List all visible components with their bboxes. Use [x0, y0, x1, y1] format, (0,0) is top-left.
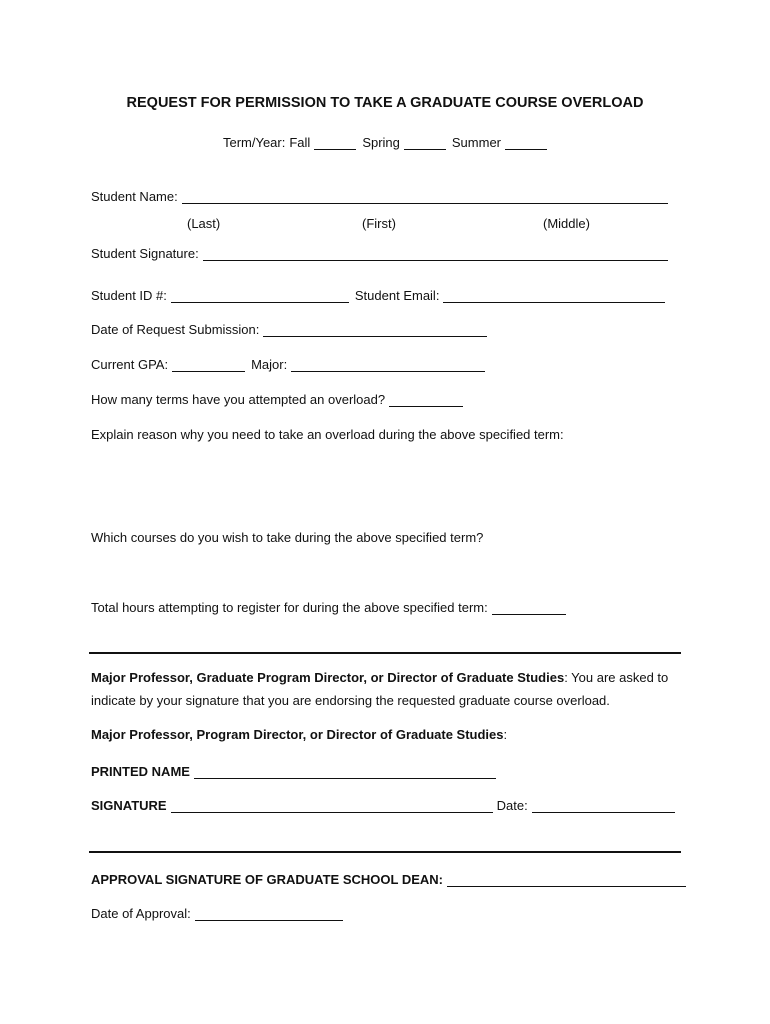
- total-hours-row: [91, 597, 566, 615]
- gpa-major-row: [91, 354, 485, 372]
- explain-reason-row: [91, 424, 564, 442]
- explain-reason-label: Explain reason why you need to take an overload during the above specified term:: [91, 427, 564, 442]
- request-date-field[interactable]: [263, 322, 487, 337]
- student-id-field[interactable]: [171, 288, 349, 303]
- term-spring-label: Spring: [362, 135, 400, 150]
- term-spring-field[interactable]: [404, 135, 446, 150]
- student-id-row: [91, 285, 665, 303]
- total-hours-field[interactable]: [492, 600, 566, 615]
- request-date-label: Date of Request Submission:: [91, 322, 260, 337]
- name-last-caption: (Last): [187, 216, 221, 231]
- endorsement-paragraph: [91, 666, 681, 712]
- approval-date-field[interactable]: [195, 906, 343, 921]
- student-signature-row: [91, 243, 668, 261]
- endorser-date-label: Date:: [496, 798, 528, 813]
- terms-attempted-field[interactable]: [389, 392, 463, 407]
- term-fall-label: Fall: [289, 135, 311, 150]
- name-first-caption: (First): [362, 216, 396, 231]
- printed-name-field[interactable]: [194, 764, 496, 779]
- endorsement-text: : You are asked to indicate by your signature that you are endorsing the requested graduate course overload.: [91, 670, 669, 708]
- gpa-field[interactable]: [172, 357, 245, 372]
- term-summer-field[interactable]: [505, 135, 547, 150]
- endorser-date-field[interactable]: [532, 798, 675, 813]
- section-divider-2: [89, 851, 681, 853]
- major-field[interactable]: [291, 357, 485, 372]
- student-signature-field[interactable]: [203, 246, 668, 261]
- total-hours-label: Total hours attempting to register for during the above specified term:: [91, 600, 488, 615]
- printed-name-row: [91, 761, 496, 779]
- terms-attempted-label: How many terms have you attempted an overload?: [91, 392, 386, 407]
- student-signature-label: Student Signature:: [91, 246, 199, 261]
- courses-label: Which courses do you wish to take during the above specified term?: [91, 530, 484, 545]
- student-name-label: Student Name:: [91, 189, 178, 204]
- term-fall-field[interactable]: [314, 135, 356, 150]
- term-label: Term/Year:: [222, 135, 286, 150]
- courses-row: [91, 527, 483, 545]
- dean-signature-field[interactable]: [447, 872, 686, 887]
- request-date-row: [91, 319, 487, 337]
- form-title: REQUEST FOR PERMISSION TO TAKE A GRADUATE COURSE OVERLOAD: [126, 95, 644, 111]
- printed-name-label: PRINTED NAME: [91, 764, 190, 779]
- endorser-signature-label: SIGNATURE: [91, 798, 167, 813]
- endorser-signature-row: [91, 795, 675, 813]
- term-row: [0, 132, 770, 150]
- endorser-heading-roles: Major Professor, Program Director, or Director of Graduate Studies: [91, 727, 504, 742]
- student-id-label: Student ID #:: [91, 288, 167, 303]
- section-divider-1: [89, 652, 681, 654]
- approval-date-row: [91, 903, 343, 921]
- endorser-heading: [91, 723, 681, 746]
- major-label: Major:: [251, 357, 288, 372]
- dean-signature-label: APPROVAL SIGNATURE OF GRADUATE SCHOOL DEAN:: [91, 872, 443, 887]
- gpa-label: Current GPA:: [91, 357, 169, 372]
- student-email-field[interactable]: [443, 288, 665, 303]
- terms-attempted-row: [91, 389, 463, 407]
- endorser-signature-field[interactable]: [171, 798, 493, 813]
- student-email-label: Student Email:: [354, 288, 440, 303]
- dean-signature-row: [91, 869, 686, 887]
- term-summer-label: Summer: [451, 135, 502, 150]
- endorser-heading-colon: :: [503, 727, 508, 742]
- approval-date-label: Date of Approval:: [91, 906, 191, 921]
- name-middle-caption: (Middle): [543, 216, 590, 231]
- student-name-field[interactable]: [182, 189, 668, 204]
- student-name-row: [91, 186, 668, 204]
- endorsement-roles: Major Professor, Graduate Program Director, or Director of Graduate Studies: [91, 670, 565, 685]
